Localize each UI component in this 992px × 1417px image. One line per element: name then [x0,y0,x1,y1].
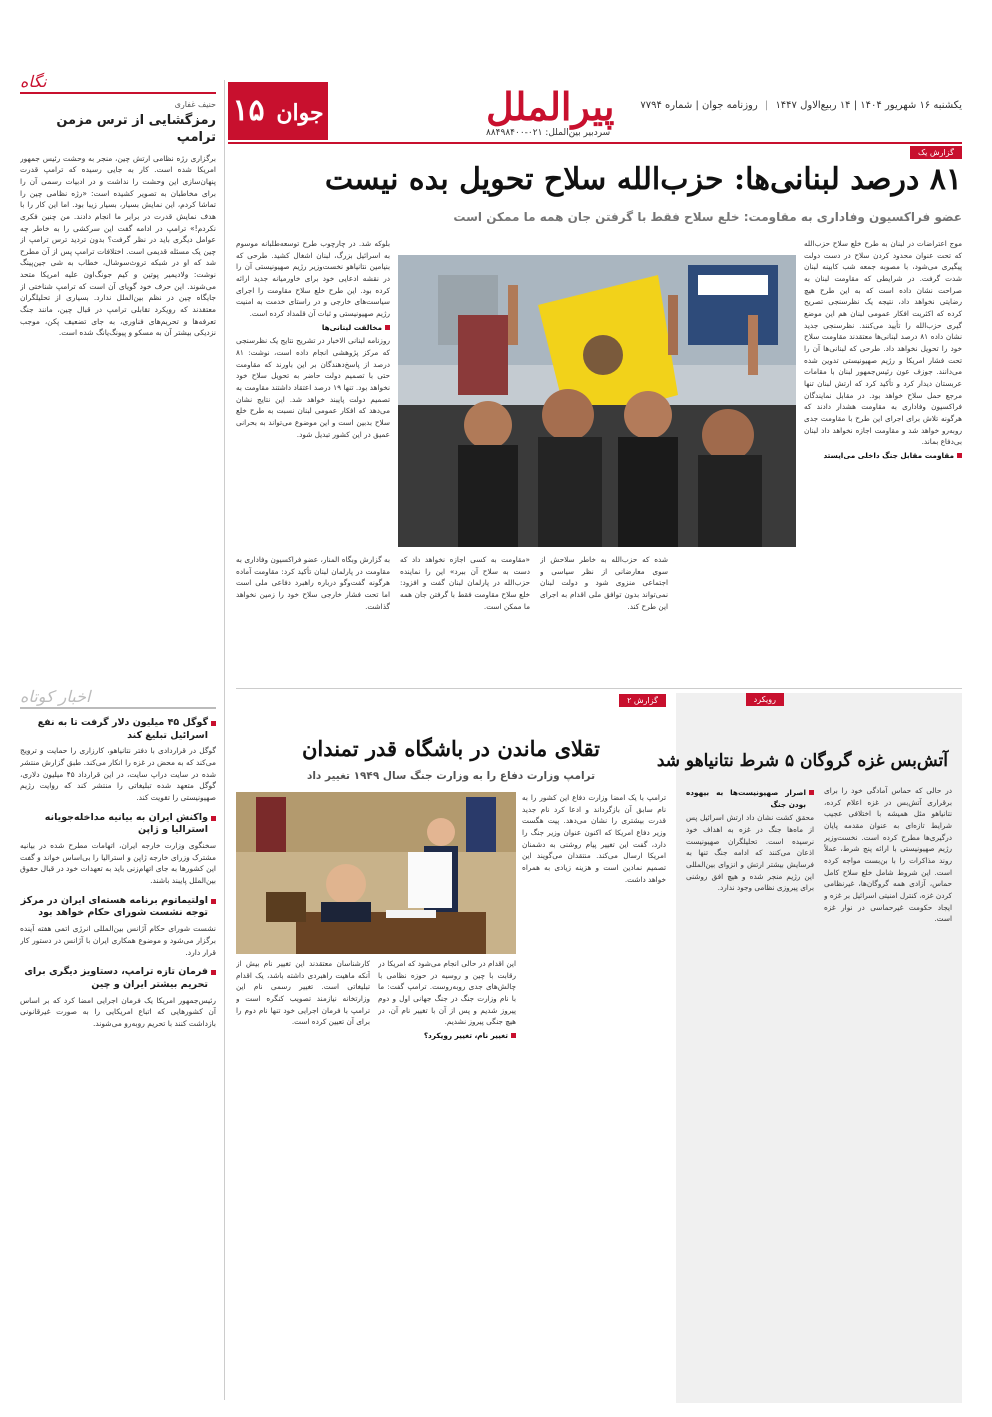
opinion-title: رمزگشایی از ترس مزمن ترامپ [56,113,216,145]
gaza-story-box [656,693,962,1403]
opinion-body: برگزاری رژه نظامی ارتش چین، منجر به وحشت رئیس جمهور امریکا شده است. کار به جایی رسیده که ترامپ قدرت پنهان‌سازی این وحشت را نداشت و در ادبیات رسمی آن را برای مخاطبان به تصویر کشیده است: «رژه نظامی چین را تماشا کردم، این نمایش بسیار، بسیار زیبا بود. اما این کار را با هدف نمایش قدرت در برابر ما انجام دادند. من چنین فکری نکردم!» ترامپ در ادامه گفت این سرکشی را به خاطر چه عوامل دیگری باید در نظر گرفت؟ بدون تردید ترس ترامپ از چین یک مسئله قدیمی است. اختلافات ترامپ پس از آن مطرح شد که او در شبکه تروث‌سوشال، خطاب به شی جین‌پینگ نوشت: ولادیمیر پوتین و کیم جونگ‌اون علیه امریکا متحد می‌شوند. این حرف خود گویای آن است که ترامپ شناختی از جایگاه چین در نظم بین‌الملل ندارد. بسیاری از تحلیلگران معتقدند که رویکرد تقابلی ترامپ در قبال چین، مانند جنگ تعرفه‌ها و تحریم‌های فناوری، به جای تضعیف پکن، موجب نزدیکی بیشتر آن به مسکو و پیونگ‌یانگ شده است. [20,153,216,338]
news-item-title: اولتیماتوم برنامه هسته‌ای ایران در مرکز توجه نشست شورای حکام خواهد بود [20,895,216,921]
section-logo: پیرالملل [486,84,615,129]
hegseth-body-left: کارشناسان معتقدند این تغییر نام بیش از آنکه ماهیت راهبردی داشته باشد، یک اقدام تبلیغاتی است. تغییر رسمی نام این وزارتخانه نیازمند تصویب کنگره است و ترامپ با فرمان اجرایی خود تنها نام دوم را برای آن تعیین کرده است. [236,959,370,1027]
section-divider [236,688,962,689]
lead-story-subtitle: عضو فراکسیون وفاداری به مقاومت: خلع سلاح فقط با گرفتن جان همه ما ممکن است [453,210,962,224]
hegseth-body-right: ترامپ با یک امضا وزارت دفاع این کشور را به نام سابق آن بازگرداند و ادعا کرد نام جدید قدرت بیشتری را نشان می‌دهد. پیت هگست وزیر دفاع امریکا که اکنون عنوان وزیر جنگ را دارد، گفت این تغییر پیام روشنی به دشمنان امریکا ارسال می‌کند. منتقدان می‌گویند این تصمیم نمادین است و هزینه زیادی به همراه خواهد داشت. [522,793,666,884]
gaza-story-tag: رویکرد [746,693,784,706]
lead-story-tag: گزارش یک [910,146,962,159]
opinion-tag: نگاه [20,72,216,94]
lead-body-right: موج اعتراضات در لبنان به طرح خلع سلاح حزب‌الله که تحت عنوان محدود کردن سلاح در دست دولت پیگیری می‌شود، با مصوبه جمعه شب کابینه لبنان شدت گرفت. در شرایطی که مقاومت لبنان به صراحت نشان داده است که به این طرح هیچ رضایتی نخواهد داد، نتیجه یک نظرسنجی تصریح کرده که اکثریت افکار عمومی لبنان هم این موضع گیری حزب‌الله را تأیید می‌کنند. نظرسنجی جدید نشان داده ۸۱ درصد لبنانی‌ها معتقدند مقاومت سلاح خود را تحویل نخواهد داد. طرحی که لبنانی‌ها آن را تحت فشار امریکا و رژیم صهیونیستی تدوین شده می‌دانند. جوزف عون رئیس‌جمهور لبنان با مقامات عربستان دیدار کرد و تأکید کرد که ارتش لبنان تنها مرجع حمل سلاح خواهد بود. در مقابل نمایندگان فراکسیون وفاداری به مقاومت هشدار دادند که هرگونه تلاش برای اجرای این طرح با مقاومت جدی روبه‌رو خواهد شد و مقاومت اجازه نخواهد داد لبنان بی‌دفاع بماند. مقاومت مقابل جنگ داخلی می‌ایستد [804,239,962,461]
protest-photo-illustration [398,255,796,547]
javan-logo-text: جوان [276,100,324,126]
hegseth-story-title: تقلای ماندن در باشگاه قدر تمندان [301,736,601,761]
lead-bottom-mid: «مقاومت به کسی اجازه نخواهد داد که دست به سلاح آن ببرد» این را نماینده حزب‌الله در پارلمان لبنان گفت و افزود: خلع سلاح مقاومت فقط با گرفتن جان همه ما ممکن است. [400,555,530,611]
lead-subheading: مقاومت مقابل جنگ داخلی می‌ایستد [804,450,962,462]
lead-subheading: مخالفت لبنانی‌ها [236,322,390,334]
javan-logo [228,82,328,140]
news-item-title: فرمان تازه ترامپ، دستاویز دیگری برای تحریم بیشتر ایران و چین [20,966,216,992]
gaza-body-left: اصرار صهیونیست‌ها به بیهوده بودن جنگ محقق کشت نشان داد ارتش اسرائیل پس از ماه‌ها جنگ در غزه به اهداف خود نرسیده است. تحلیلگران صهیونیست اذعان می‌کنند که ادامه جنگ تنها به فرسایش بیشتر ارتش و انزوای بین‌المللی این رژیم منجر شده و هیچ افق روشنی برای پیروزی نظامی وجود ندارد. [686,788,814,893]
news-item-title: واکنش ایران به بیانیه مداخله‌جویانه استرالیا و ژاپن [20,812,216,838]
oval-office-illustration [236,792,516,954]
news-item-body: رئیس‌جمهور امریکا یک فرمان اجرایی امضا کرد که بر اساس آن کشورهایی که اتباع امریکایی را به صورت غیرقانونی بازداشت کنند با تحریم روبه‌رو می‌شوند. [20,995,216,1029]
lead-bottom-right: شده که حزب‌الله به خاطر سلاحش از سوی معارضانی از نظر سیاسی و اجتماعی منزوی شود و دولت لبنان نمی‌تواند بدون توافق ملی اقدام به اجرای این طرح کند. [540,555,668,611]
news-item-body: گوگل در قراردادی با دفتر نتانیاهو، کارزاری را حمایت و ترویج می‌کند که به محض در غزه را انکار می‌کند. طبق گزارش منتشر شده در سایت دراپ سایت، در این قرارداد ۴۵ میلیون دلاری، گوگل متعهد شده تبلیغاتی را منتشر کند که روایت رژیم صهیونیستی را تقویت کند. [20,746,216,802]
hegseth-story-tag: گزارش ۲ [619,694,666,707]
news-item [20,895,216,959]
news-item [20,717,216,804]
hegseth-story-subtitle: ترامپ وزارت دفاع را به وزارت جنگ سال ۱۹۴۹ تغییر داد [306,770,596,782]
gaza-subheading: اصرار صهیونیست‌ها به بیهوده بودن جنگ [686,787,814,810]
lead-bottom-left: به گزارش وبگاه المنار، عضو فراکسیون وفاداری به مقاومت در پارلمان لبنان تأکید کرد: مقاومت آماده هرگونه گفت‌وگو درباره راهبرد دفاعی ملی است اما تحت فشار خارجی سلاح خود را زمین نخواهد گذاشت. [236,555,390,611]
hegseth-subheading: تغییر نام، تغییر رویکرد؟ [378,1030,516,1042]
protest-photo [398,255,796,547]
date-line: یکشنبه ۱۶ شهریور ۱۴۰۴ | ۱۴ ربیع‌الاول ۱۴۴۷ | روزنامه جوان | شماره ۷۷۹۴ [640,100,962,111]
opinion-column [20,72,216,1402]
lead-body-left: بلوکه شد. در چارچوب طرح توسعه‌طلبانه موسوم به اسرائیل بزرگ، لبنان اشغال کشید. طرحی که بنیامین نتانیاهو نخست‌وزیر رژیم صهیونیستی آن را در نقشه ادعایی خود برای خاورمیانه جدید ارائه کرده بود. این طرح خلع سلاح مقاومت را اجرای سیاست‌های خارجی و در راستای خدمت به امنیت رژیم صهیونیستی و ثبات آن قلمداد کرده است. مخالفت لبنانی‌ها روزنامه لبنانی الاخبار در تشریح نتایج یک نظرسنجی که مرکز پژوهشی انجام داده است، نوشت: ۸۱ درصد از پاسخ‌دهندگان بر این باورند که مقاومت حتی با تصمیم دولت حاضر به تحویل سلاح خود نخواهد بود. تنها ۱۹ درصد اعتقاد داشتند مقاومت به تصمیم دولت پایبند خواهد شد. این نتایج نشان می‌دهد که افکار عمومی لبنان نسبت به طرح خلع سلاح بدبین است و این موضوع می‌تواند به بحرانی عمیق در این کشور تبدیل شود. [236,239,390,439]
oval-office-photo [236,792,516,954]
news-item-body: نشست شورای حکام آژانس بین‌المللی انرژی اتمی هفته آینده برگزار می‌شود و موضوع همکاری ایران با آژانس در دستور کار قرار دارد. [20,924,216,957]
editor-phone: سردبیر بین‌الملل: ۰۲۱-۸۸۴۹۸۴۰۰ [486,128,611,138]
gaza-story-title: آتش‌بس غزه گروگان ۵ شرط نتانیاهو شد [656,751,948,771]
short-news-tag: اخبار کوتاه [20,687,216,709]
hegseth-body-right-lower [522,1118,666,1403]
gaza-body-right: در حالی که حماس آمادگی خود را برای برقراری آتش‌بس در غزه اعلام کرده، نتانیاهو مثل همیشه با اختلافی عجیب شرایط تازه‌ای به عنوان مقدمه پایان درگیری‌ها مطرح کرده است. نخست‌وزیر رژیم صهیونیستی با ارائه پنج شرط، عملاً روند مذاکرات را با بن‌بست مواجه کرده است. این شروط شامل خلع سلاح کامل حماس، آزادی همه گروگان‌ها، غیرنظامی کردن غزه، کنترل امنیتی اسرائیل بر غزه و ایجاد حکومت غیرحماسی در نوار غزه است. [824,786,952,924]
lead-story-title: ۸۱ درصد لبنانی‌ها: حزب‌الله سلاح تحویل بده نیست [324,162,962,197]
paper-number: روزنامه جوان | شماره ۷۷۹۴ [640,100,758,111]
news-item [20,812,216,887]
hegseth-body-mid: این اقدام در حالی انجام می‌شود که امریکا در رقابت با چین و روسیه در حوزه نظامی با چالش‌های جدی روبه‌روست. ترامپ گفت: ما با نام وزارت جنگ در جنگ جهانی اول و دوم پیروز شدیم و پس از آن با تغییر نام آن، در هیچ جنگی پیروز نشدیم. تغییر نام، تغییر رویکرد؟ [378,959,516,1041]
news-item-body: سخنگوی وزارت خارجه ایران، اتهامات مطرح شده در بیانیه مشترک وزرای خارجه ژاپن و استرالیا را بی‌اساس خواند و گفت این کشورها به جای اتهام‌زنی باید به تعهدات خود در قبال حقوق بین‌الملل پایبند باشند. [20,841,216,886]
page-number: ۱۵ [232,93,265,128]
news-item [20,966,216,1030]
issue-date: یکشنبه ۱۶ شهریور ۱۴۰۴ | ۱۴ ربیع‌الاول ۱۴۴۷ [775,100,962,111]
masthead [228,80,962,144]
column-divider [224,80,225,1400]
opinion-author: حنیف غفاری [174,100,216,109]
news-item-title: گوگل ۴۵ میلیون دلار گرفت تا به نفع اسرائیل تبلیغ کند [20,717,216,743]
